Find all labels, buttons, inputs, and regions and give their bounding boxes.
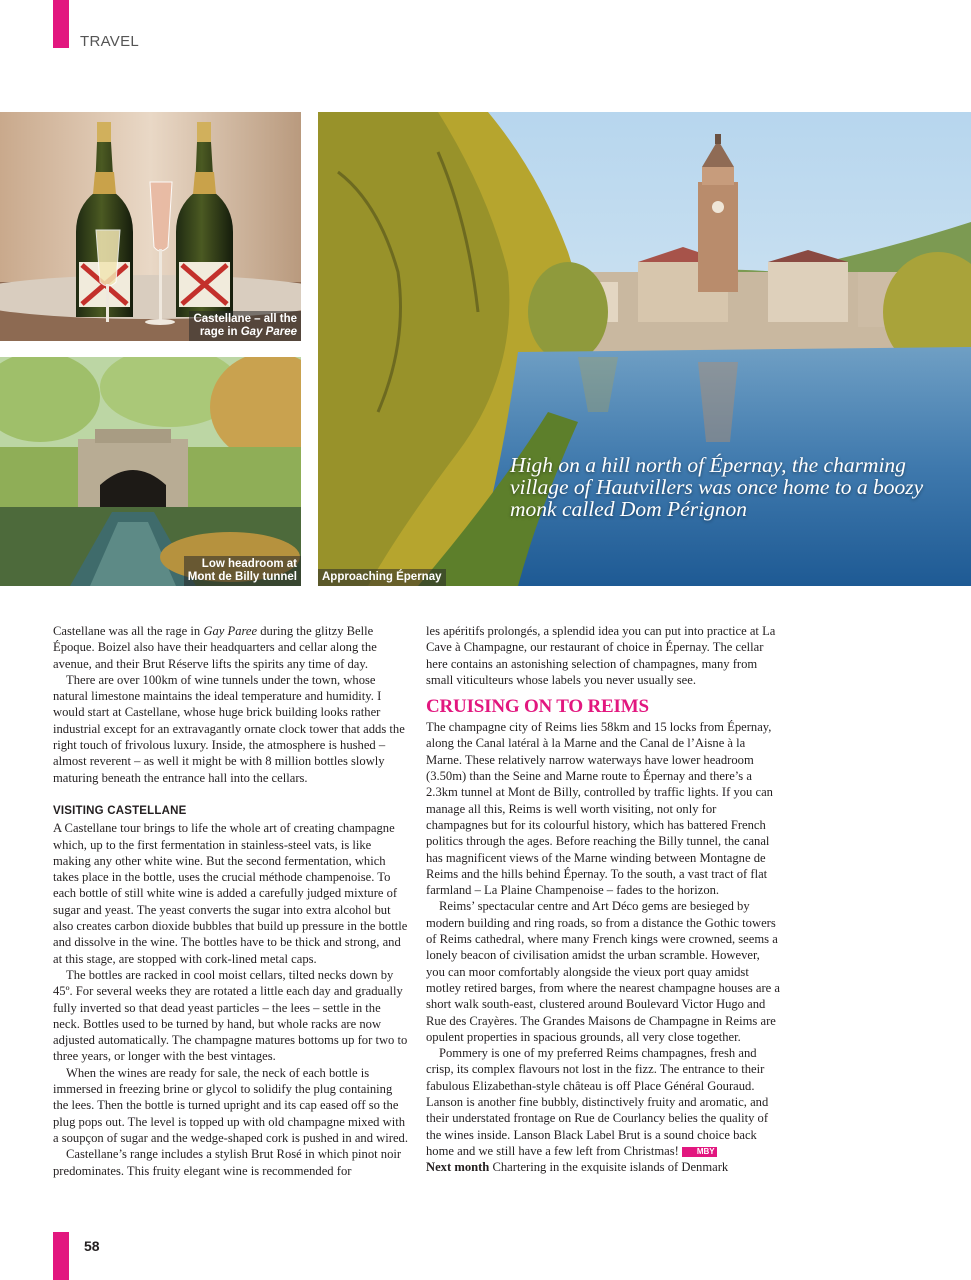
col1-paragraph-5: When the wines are ready for sale, the neck of each bottle is immersed in freezing brine or glycol to solidify the plug containing the lees. Then the bottle is turned upright and its cap eased off so the plug pops out. The level is topped up with old champagne mixed with a soupçon of sugar and the wedge-shaped cork is pushed in and wired. (53, 1065, 408, 1145)
col2-paragraph-3: Reims’ spectacular centre and Art Déco gems are besieged by modern building and ring roads, so from a distance the Gothic towers of Reims cathedral, where many French kings were crowned, seems a lonely beacon of civilisation amidst the urban scramble. However, you can moor comfortably alongside the vieux port quay amidst motley retired barges, from where the nearest champagne houses are a short walk south-east, clustered around Boulevard Victor Hugo and Rue des Crayères. The Grandes Maisons de Champagne in Reims are opulent properties in spacious grounds, all very close together. (426, 899, 780, 1044)
col2-p4-text: Pommery is one of my preferred Reims champagnes, fresh and crisp, its complex flavours not lost in the fizz. The entrance to their fabulous Elizabethan-style château is off Place Général Gouraud. Lanson is another fine bubbly, distinctively fruity and aromatic, and their understated frontage on Rue de Courlancy belies the quality of the wines inside. Lanson Black Label Brut is a sound choice back home and we still have a few left from Christmas! (426, 1046, 769, 1158)
article-column-1 (53, 623, 409, 1179)
caption-tunnel (184, 556, 301, 586)
article-column-2 (426, 623, 781, 1176)
caption-bottles (189, 311, 301, 341)
col1-paragraph-1 (53, 623, 409, 672)
col2-paragraph-4 (426, 1045, 781, 1159)
col1-p1-italic: Gay Paree (203, 624, 258, 638)
next-month-text: Chartering in the exquisite islands of Denmark (489, 1160, 729, 1175)
photo-castellane-bottles (0, 112, 301, 341)
next-month-teaser (426, 1159, 781, 1175)
caption-tunnel-line1: Low headroom at (201, 558, 297, 570)
caption-tunnel-line2: Mont de Billy tunnel (187, 571, 297, 583)
section-color-tab (53, 0, 69, 48)
section-label: TRAVEL (80, 33, 140, 50)
col1-p1-after: during the glitzy Belle Époque. Boizel also have their headquarters and cellar along the avenue, and their Brut Réserve lifts the spirits any time of day. (53, 624, 377, 671)
caption-bottles-line2-prefix: rage in (199, 326, 241, 338)
col1-paragraph-3: A Castellane tour brings to life the whole art of creating champagne which, up to the first fermentation in stainless-steel vats, is like making any other white wine. But the second fermentation, which takes place in the bottle, uses the crucial méthode champenoise. To each bottle of still white wine is added a carefully judged mixture of sugar and yeast. The yeast converts the sugar into extra alcohol but also creates carbon dioxide bubbles that build up pressure in the bottle and dissolve in the wine. The bottles have to be thick and strong, and at this stage, are stopped with cork-lined metal caps. (53, 821, 408, 966)
pull-quote: High on a hill north of Épernay, the charming village of Hautvillers was once home to a boozy monk called Dom Pérignon (510, 453, 924, 521)
caption-epernay: Approaching Épernay (318, 569, 446, 586)
col2-paragraph-1: les apéritifs prolongés, a splendid idea you can put into practice at La Cave à Champagne, our restaurant of choice in Épernay. The cellar here contains an astonishing selection of champagnes, many from small viticulteurs whose labels you never usually see. (426, 624, 776, 687)
photo-billy-tunnel (0, 357, 301, 586)
heading-cruising-on-to-reims: CRUISING ON TO REIMS (426, 696, 649, 718)
col1-paragraph-2: There are over 100km of wine tunnels under the town, whose natural limestone maintains the ideal temperature and humidity. I would start at Castellane, whose huge brick building looks rather industrial except for an extravagantly ornate clock tower that adds the right touch of frivolous luxury. Inside, the atmosphere is hushed – almost reverent – as well it might be with 8 million bottles slowly maturing beneath the entrance hall into the cellars. (53, 672, 405, 785)
caption-bottles-line2-italic: Gay Paree (240, 326, 297, 338)
col1-p1-before: Castellane was all the rage in (53, 624, 204, 638)
col1-paragraph-6: Castellane’s range includes a stylish Brut Rosé in which pinot noir predominates. This fruity elegant wine is recommended for (53, 1147, 402, 1178)
page-number-tab (53, 1232, 69, 1280)
page-number: 58 (84, 1238, 100, 1254)
subhead-visiting-castellane: VISITING CASTELLANE (53, 804, 187, 817)
col2-paragraph-2: The champagne city of Reims lies 58km and 15 locks from Épernay, along the Canal latéral à la Marne and the Canal de l’Aisne à la Marne. These relatively narrow waterways have lower headroom (3.50m) than the Seine and Marne route to Épernay and there’s a 2.3km tunnel at Mont de Billy, controlled by traffic lights. If you can manage all this, Reims is well worth visiting, not only for champagnes but for its colourful history, which has battered French politics through the ages. Before reaching the Billy tunnel, the canal has magnificent views of the Marne winding between Montagne de Reims and the hills behind Épernay. To the south, a vast tract of flat farmland – La Plaine Champenoise – fades to the horizon. (426, 720, 773, 898)
col1-paragraph-4: The bottles are racked in cool moist cellars, tilted necks down by 45º. For several weeks they are rotated a little each day and gradually fully inverted so that dead yeast particles – the lees – settle in the neck. Bottles used to be turned by hand, but whole racks are now adjusted automatically. The champagne matures bottoms up for two to three years, or longer with the best vintages. (53, 967, 408, 1064)
next-month-label: Next month (426, 1160, 490, 1175)
caption-bottles-line2 (193, 326, 297, 339)
tunnel-illustration (0, 357, 301, 586)
bottles-illustration (0, 112, 301, 341)
end-mark-badge: MBY (682, 1147, 717, 1157)
caption-bottles-line1: Castellane – all the (193, 313, 297, 325)
